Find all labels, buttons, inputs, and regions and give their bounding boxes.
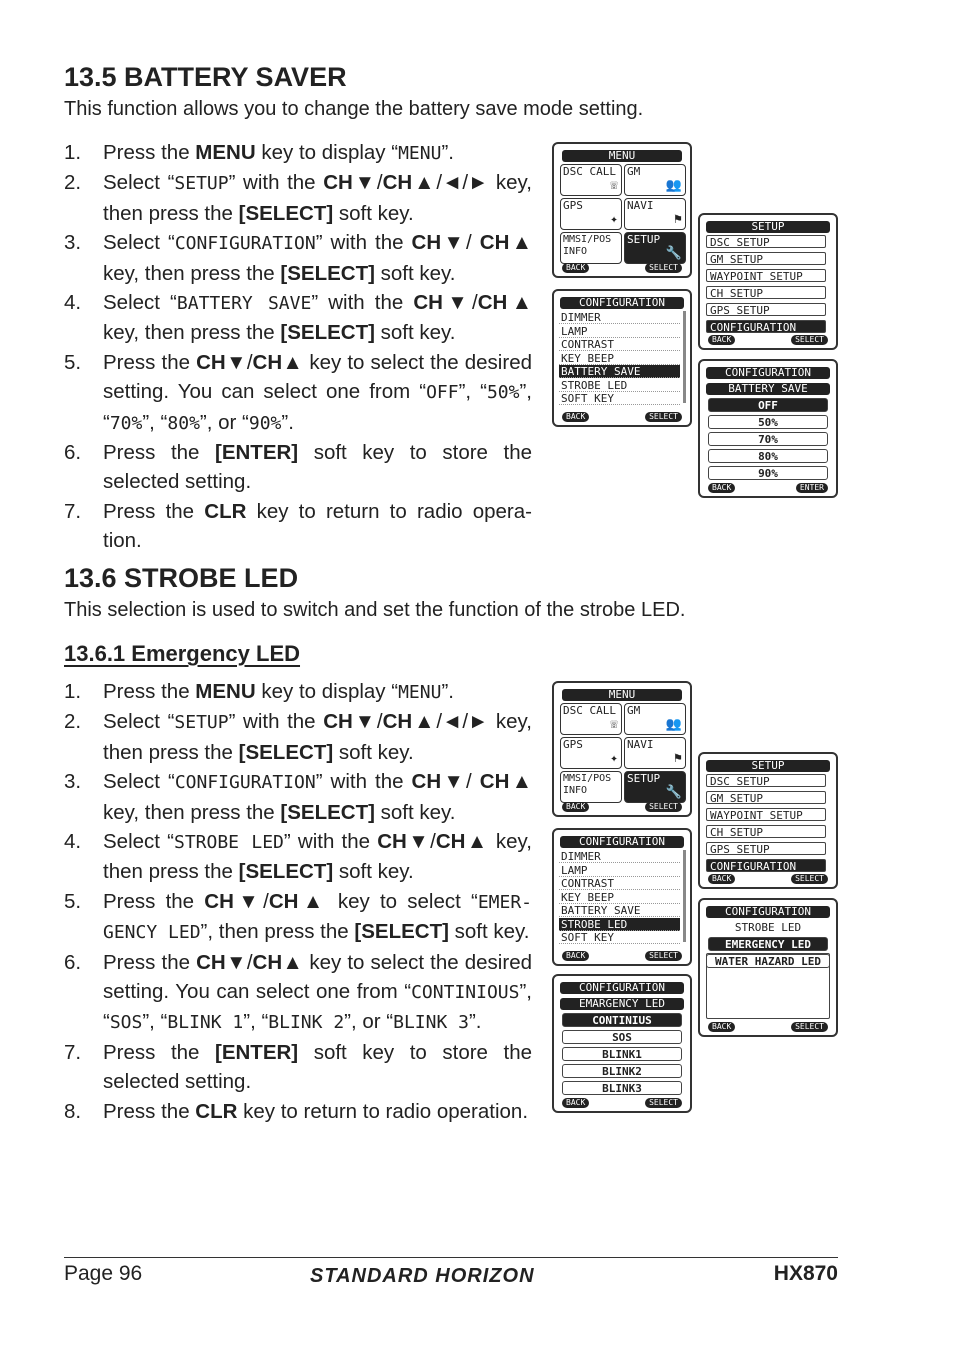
group-icon: 👥 [665, 717, 682, 732]
step-text: key, then press the [103, 830, 532, 884]
step-text: Press the [103, 1040, 215, 1064]
step-text: ”. [441, 680, 454, 703]
wrench-icon: 🔧 [665, 785, 682, 800]
select-softkey: SELECT [791, 874, 828, 884]
key-name: [SELECT] [354, 920, 449, 944]
phone-icon: ☏ [610, 178, 618, 193]
battery-save-screen [698, 359, 838, 498]
display-text: CONFIGURATION [174, 772, 316, 794]
step-text: key to select the desired setting. You can select one from “ [103, 350, 532, 404]
key-name: [ENTER] [215, 1040, 299, 1064]
display-text: SETUP [174, 173, 229, 195]
screen-menu-item: 80% [708, 449, 828, 463]
screen-subtitle: EMARGENCY LED [560, 998, 684, 1010]
screen-menu-item: BATTERY SAVE [559, 365, 680, 378]
screen-menu-item: 70% [708, 432, 828, 446]
step-text: ” with the [283, 830, 378, 854]
screen-menu-item: WAYPOINT SETUP [706, 269, 826, 282]
step-text: Select “ [103, 770, 175, 794]
step-text: / [376, 171, 383, 195]
flag-icon: ⚑ [674, 751, 682, 766]
screen-menu-item: LAMP [559, 864, 680, 877]
screen-title: CONFIGURATION [706, 367, 830, 379]
step-text: key, then press the [103, 321, 281, 345]
page-number: Page 96 [64, 1262, 143, 1285]
display-text: STROBE LED [174, 832, 284, 854]
select-softkey: SELECT [645, 951, 682, 961]
step-text: soft key. [374, 800, 456, 824]
screen-menu-item: STROBE LED [559, 918, 680, 931]
step-item [64, 438, 532, 497]
step-text: Select “ [103, 231, 175, 255]
tile-label: GPS [563, 738, 583, 751]
step-text: ” with the [228, 710, 324, 734]
screen-menu-item: DSC SETUP [706, 235, 826, 248]
step-text: /◄/► key, then press the [103, 710, 532, 764]
back-softkey: BACK [708, 335, 735, 345]
step-number: 4. [64, 291, 82, 315]
tile-mmsi-pos-info [560, 771, 622, 803]
step-number: 1. [64, 680, 82, 703]
subsection-heading-emergency-led: 13.6.1 Emergency LED [64, 641, 301, 666]
step-text: Press the [103, 950, 197, 974]
display-text: SOS [109, 1012, 143, 1034]
tile-label: DSC CALL [563, 165, 616, 178]
step-item [64, 288, 532, 348]
key-name: CH▼ [323, 710, 377, 734]
screen-menu-item: CH SETUP [706, 286, 826, 299]
step-text: Press the [103, 350, 197, 374]
step-number: 6. [64, 441, 82, 465]
screen-menu-item: BATTERY SAVE [559, 904, 680, 917]
key-name: MENU [195, 680, 256, 703]
step-item [64, 827, 532, 887]
step-number: 6. [64, 950, 82, 974]
tile-mmsi-pos-info [560, 232, 622, 264]
step-text: / [466, 231, 480, 255]
step-text: ”, then press the [200, 920, 355, 944]
screen-menu-item: GM SETUP [706, 252, 826, 265]
scrollbar [683, 311, 686, 403]
screen-menu-item: DSC SETUP [706, 774, 826, 787]
key-name: CH▲ [252, 350, 304, 374]
step-text: / [246, 950, 253, 974]
strobe-led-screen [698, 898, 838, 1037]
step-item [64, 168, 532, 228]
key-name: MENU [195, 141, 256, 164]
screen-title: SETUP [706, 221, 830, 233]
screen-menu-item: CONTRAST [559, 338, 680, 351]
key-name: CLR [204, 499, 247, 523]
key-name: CH▼ [411, 231, 467, 255]
screen-menu-item: CONFIGURATION [706, 859, 826, 872]
steps-list-strobe [64, 677, 532, 1126]
screen-menu-item: SOFT KEY [559, 392, 680, 405]
menu-screen [552, 142, 692, 278]
step-text: ”. [281, 410, 294, 434]
step-number: 3. [64, 231, 82, 255]
step-text: / [430, 830, 436, 854]
step-number: 2. [64, 710, 82, 734]
display-text: 70% [109, 412, 143, 434]
select-softkey: SELECT [645, 412, 682, 422]
key-name: [SELECT] [280, 321, 375, 345]
tile-label: MMSI/POS INFO [563, 773, 612, 796]
key-name: CH▲ [382, 710, 437, 734]
display-text: BLINK 3 [393, 1012, 469, 1034]
screen-menu-item: CONFIGURATION [706, 320, 826, 333]
step-text: key to select the desired setting. You can select one from “ [103, 950, 532, 1004]
menu-screen [552, 681, 692, 817]
back-softkey: BACK [562, 263, 589, 273]
step-text: soft key. [333, 740, 414, 764]
brand-logo: STANDARD HORIZON [310, 1265, 535, 1287]
section-heading-battery-saver: 13.5 BATTERY SAVER [64, 62, 347, 92]
display-text: BLINK 1 [167, 1012, 244, 1034]
tile-label: NAVI [627, 199, 654, 212]
screen-menu-item: STROBE LED [559, 379, 680, 392]
screen-title: CONFIGURATION [560, 836, 684, 848]
step-text: soft key. [333, 201, 414, 225]
screen-menu-item: CONTINIUS [562, 1013, 682, 1027]
step-text: / [376, 710, 383, 734]
step-text: Select “ [103, 291, 177, 315]
step-item [64, 887, 532, 948]
screen-menu-item: EMERGENCY LED [708, 937, 828, 951]
step-text: key to return to radio operation. [237, 1099, 529, 1123]
section-intro: This selection is used to switch and set the function of the strobe LED. [64, 599, 686, 621]
screen-menu-item: SOS [562, 1030, 682, 1044]
step-item [64, 1038, 532, 1097]
tile-setup [624, 232, 686, 264]
flag-icon: ⚑ [674, 212, 682, 227]
scrollbar [683, 850, 686, 942]
section-intro: This function allows you to change the battery save mode setting. [64, 98, 644, 120]
step-text: ”, or “ [344, 1010, 394, 1034]
key-name: [SELECT] [238, 860, 334, 884]
step-item [64, 138, 532, 168]
step-text: soft key. [374, 261, 456, 285]
key-name: CH▲ [435, 830, 489, 854]
step-text: / [466, 770, 480, 794]
step-item [64, 1097, 532, 1126]
step-text: / [263, 889, 269, 913]
step-number: 7. [64, 499, 82, 523]
screen-menu-item: 90% [708, 466, 828, 480]
key-name: CH▲ [268, 889, 328, 913]
step-item [64, 228, 532, 288]
step-item [64, 497, 532, 556]
screen-menu-item: SOFT KEY [559, 931, 680, 944]
key-name: CH▼ [323, 171, 377, 195]
step-text: Press the [103, 441, 215, 465]
step-item [64, 707, 532, 767]
tile-label: GM [627, 704, 641, 717]
select-softkey: SELECT [645, 1098, 682, 1108]
back-softkey: BACK [562, 951, 589, 961]
step-text: Press the [103, 499, 205, 523]
setup-screen [698, 213, 838, 350]
screen-menu-item: BLINK2 [562, 1064, 682, 1078]
step-text: Select “ [103, 710, 175, 734]
tile-label: NAVI [627, 738, 654, 751]
step-text: ”, “ [243, 1010, 269, 1034]
step-text: ”, “ [142, 1010, 168, 1034]
tile-gps [560, 737, 622, 769]
step-text: soft key to store the selected setting. [103, 1040, 532, 1094]
step-item [64, 677, 532, 707]
display-text: BLINK 2 [268, 1012, 345, 1034]
step-text: /◄/► key, then press the [103, 171, 532, 225]
step-text: ”, “ [103, 380, 532, 434]
back-softkey: BACK [708, 1022, 735, 1032]
key-name: [ENTER] [215, 441, 299, 465]
tile-gps [560, 198, 622, 230]
key-name: CH▼ [196, 950, 247, 974]
step-text: key to display “ [255, 680, 399, 703]
key-name: CH▲ [479, 231, 532, 255]
display-text: BATTERY SAVE [176, 293, 312, 315]
screen-menu-item: GPS SETUP [706, 303, 826, 316]
satellite-icon: ✦ [610, 212, 618, 227]
wrench-icon: 🔧 [665, 246, 682, 261]
screen-menu-item: CONTRAST [559, 877, 680, 890]
step-text: ” with the [315, 770, 412, 794]
group-icon: 👥 [665, 178, 682, 193]
phone-icon: ☏ [610, 717, 618, 732]
step-text: / [246, 350, 253, 374]
display-text: 80% [167, 412, 200, 434]
step-text: soft key to store the selected setting. [103, 441, 532, 494]
screen-subtitle: BATTERY SAVE [706, 383, 830, 395]
step-number: 5. [64, 350, 82, 374]
screen-menu-item: BLINK3 [562, 1081, 682, 1095]
step-text: ”, or “ [199, 410, 249, 434]
key-name: CH▼ [196, 350, 247, 374]
enter-softkey: ENTER [796, 483, 828, 493]
step-item [64, 767, 532, 827]
step-text: / [472, 291, 478, 315]
tile-gm [624, 703, 686, 735]
key-name: CH▲ [252, 950, 304, 974]
satellite-icon: ✦ [610, 751, 618, 766]
step-item [64, 948, 532, 1038]
step-text: ”, “ [458, 380, 487, 404]
step-text: Press the [103, 889, 205, 913]
key-name: CH▲ [382, 171, 437, 195]
setup-screen [698, 752, 838, 889]
display-text: CONTINIOUS [411, 982, 520, 1004]
display-text: CONFIGURATION [174, 233, 316, 255]
display-text: EMER-GENCY LED [103, 891, 532, 944]
section-heading-strobe-led: 13.6 STROBE LED [64, 563, 299, 593]
step-number: 8. [64, 1099, 82, 1123]
screen-menu-item: KEY BEEP [559, 891, 680, 904]
tile-navi [624, 198, 686, 230]
display-text: OFF [426, 382, 459, 404]
select-softkey: SELECT [791, 1022, 828, 1032]
back-softkey: BACK [562, 412, 589, 422]
screen-title: CONFIGURATION [706, 906, 830, 918]
step-text: key, then press the [103, 261, 281, 285]
back-softkey: BACK [562, 1098, 589, 1108]
screen-title: CONFIGURATION [560, 982, 684, 994]
back-softkey: BACK [708, 483, 735, 493]
step-text: key to display “ [255, 141, 399, 164]
screen-title: MENU [562, 150, 682, 162]
step-text: Press the [103, 141, 196, 164]
list-frame [706, 953, 830, 1019]
screen-menu-item: OFF [708, 398, 828, 412]
display-text: SETUP [174, 712, 229, 734]
tile-label: GM [627, 165, 641, 178]
screen-subtitle: STROBE LED [706, 922, 830, 934]
screen-menu-item: WAYPOINT SETUP [706, 808, 826, 821]
step-number: 7. [64, 1040, 82, 1064]
screen-menu-item: WATER HAZARD LED [706, 954, 830, 968]
tile-dsc-call [560, 703, 622, 735]
footer-divider [64, 1257, 838, 1258]
key-name: CLR [195, 1099, 238, 1123]
tile-dsc-call [560, 164, 622, 196]
step-text: key, then press the [103, 800, 281, 824]
select-softkey: SELECT [645, 263, 682, 273]
steps-list-battery [64, 138, 532, 556]
configuration-screen [552, 289, 692, 427]
key-name: CH▲ [479, 770, 532, 794]
step-text: ” with the [315, 231, 412, 255]
screen-title: SETUP [706, 760, 830, 772]
screen-menu-item: KEY BEEP [559, 352, 680, 365]
step-text: Press the [103, 680, 196, 703]
back-softkey: BACK [708, 874, 735, 884]
screen-menu-item: BLINK1 [562, 1047, 682, 1061]
key-name: [SELECT] [280, 800, 375, 824]
tile-gm [624, 164, 686, 196]
step-item [64, 348, 532, 438]
screen-menu-item: GPS SETUP [706, 842, 826, 855]
tile-label: SETUP [627, 772, 661, 785]
step-text: ”, “ [142, 410, 168, 434]
step-text: soft key. [333, 860, 414, 884]
step-text: ”, “ [103, 980, 532, 1034]
display-text: MENU [398, 682, 442, 703]
screen-menu-item: LAMP [559, 325, 680, 338]
select-softkey: SELECT [791, 335, 828, 345]
screen-menu-item: DIMMER [559, 850, 680, 863]
step-text: key to return to radio opera-tion. [103, 499, 532, 553]
configuration-screen [552, 828, 692, 966]
step-number: 3. [64, 770, 82, 794]
screen-title: CONFIGURATION [560, 297, 684, 309]
step-text: ”. [468, 1010, 482, 1034]
display-text: 90% [248, 412, 282, 434]
step-text: soft key. [448, 920, 530, 944]
step-text: key to select “ [327, 889, 478, 913]
key-name: CH▼ [413, 291, 473, 315]
display-text: MENU [398, 143, 442, 164]
screen-menu-item: CH SETUP [706, 825, 826, 838]
key-name: [SELECT] [238, 740, 334, 764]
tile-label: GPS [563, 199, 583, 212]
step-text: Press the [103, 1099, 196, 1123]
tile-setup [624, 771, 686, 803]
step-text: ” with the [228, 171, 324, 195]
key-name: CH▼ [411, 770, 467, 794]
step-text: Select “ [103, 171, 175, 195]
step-text: ” with the [311, 291, 414, 315]
tile-label: DSC CALL [563, 704, 616, 717]
tile-navi [624, 737, 686, 769]
key-name: [SELECT] [280, 261, 375, 285]
screen-title: MENU [562, 689, 682, 701]
key-name: [SELECT] [238, 201, 334, 225]
step-number: 5. [64, 889, 82, 913]
display-text: 50% [486, 382, 520, 404]
emergency-led-screen [552, 974, 692, 1113]
tile-label: SETUP [627, 233, 661, 246]
step-number: 2. [64, 171, 82, 195]
key-name: CH▲ [477, 291, 533, 315]
step-number: 4. [64, 830, 82, 854]
model-name: HX870 [773, 1262, 838, 1285]
step-number: 1. [64, 141, 82, 164]
tile-label: MMSI/POS INFO [563, 234, 612, 257]
back-softkey: BACK [562, 802, 589, 812]
screen-menu-item: GM SETUP [706, 791, 826, 804]
screen-menu-item: DIMMER [559, 311, 680, 324]
screen-menu-item: 50% [708, 415, 828, 429]
select-softkey: SELECT [645, 802, 682, 812]
step-text: soft key. [374, 321, 456, 345]
key-name: CH▼ [377, 830, 431, 854]
step-text: Select “ [103, 830, 174, 854]
key-name: CH▼ [204, 889, 264, 913]
step-text: ”. [441, 141, 454, 164]
